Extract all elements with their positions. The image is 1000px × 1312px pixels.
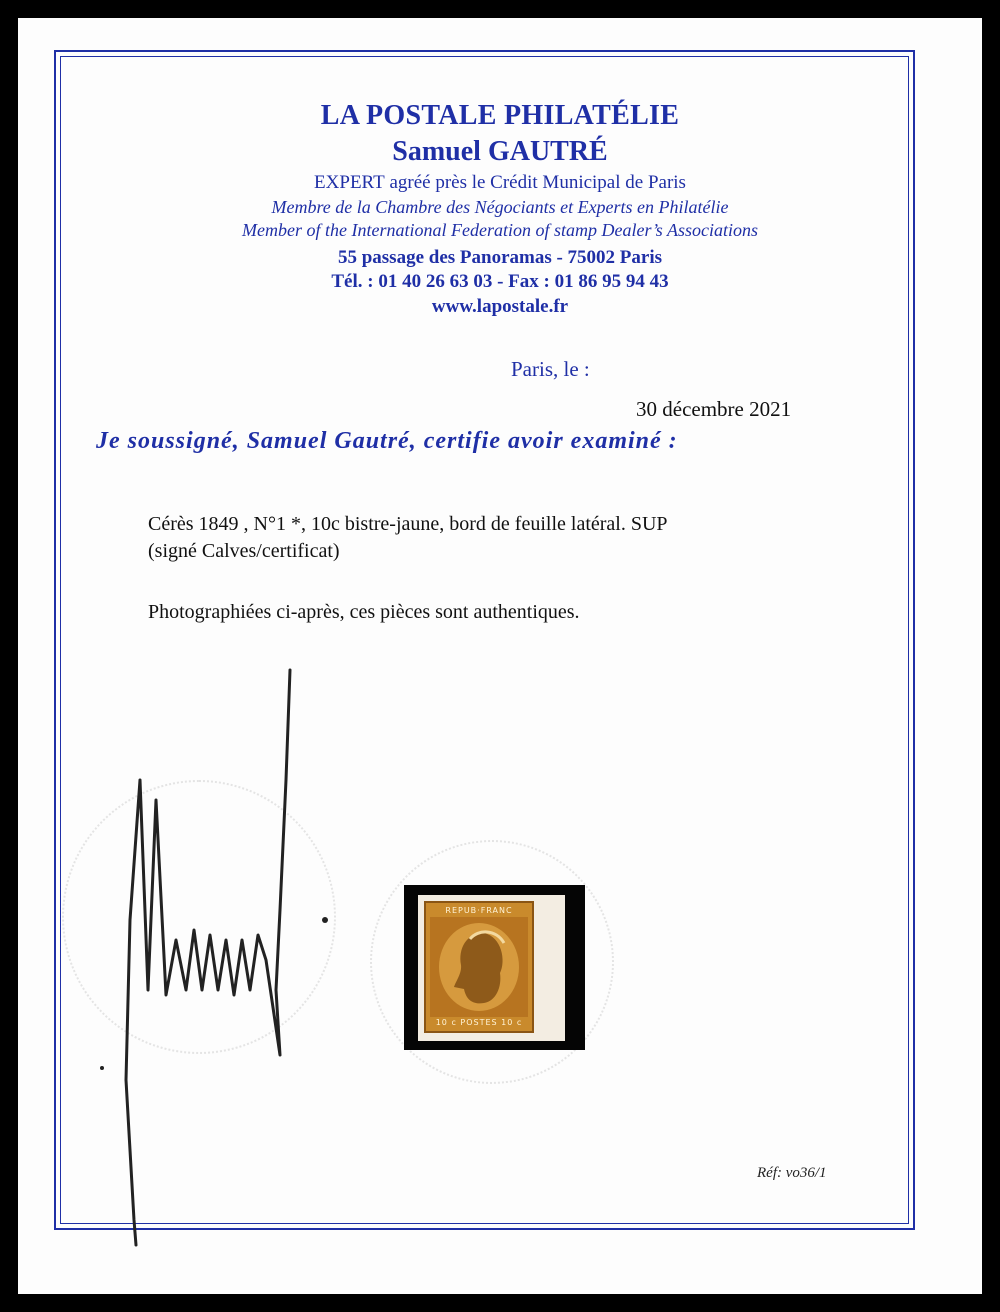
membership-french: Membre de la Chambre des Négociants et Experts en Philatélie [271, 197, 729, 217]
date-value: 30 décembre 2021 [636, 397, 792, 421]
expert-word: EXPERT [314, 172, 385, 193]
stamp-bottom-lettering: 10 c POSTES 10 c [435, 1018, 523, 1027]
accreditation-text: agréé près le Crédit Municipal de Paris [384, 172, 686, 193]
authenticity-statement: Photographiées ci-après, ces pièces sont authentiques. [148, 601, 580, 623]
date-label: Paris, le : [511, 357, 590, 381]
membership-english: Member of the International Federation of stamp Dealer’s Associations [242, 220, 758, 240]
expert-accreditation [0, 172, 1000, 194]
stamp-description: Cérès 1849 , N°1 *, 10c bistre-jaune, bord de feuille latéral. SUP [148, 513, 668, 535]
stamp-signature-note: (signé Calves/certificat) [148, 540, 340, 562]
certification-statement: Je soussigné, Samuel Gautré, certifie avoir examiné : [96, 428, 678, 454]
stamp-top-lettering: REPUB·FRANC [445, 906, 513, 915]
website: www.lapostale.fr [431, 296, 569, 317]
ceres-stamp-image [418, 895, 565, 1041]
expert-name: Samuel GAUTRÉ [392, 136, 608, 167]
signature-image [90, 660, 350, 1260]
address: 55 passage des Panoramas - 75002 Paris [337, 247, 663, 268]
company-name: LA POSTALE PHILATÉLIE [320, 100, 680, 131]
reference-number: Réf: vo36/1 [757, 1165, 827, 1181]
stamp-design [424, 901, 534, 1033]
phone-fax: Tél. : 01 40 26 63 03 - Fax : 01 86 95 94 43 [331, 271, 669, 292]
